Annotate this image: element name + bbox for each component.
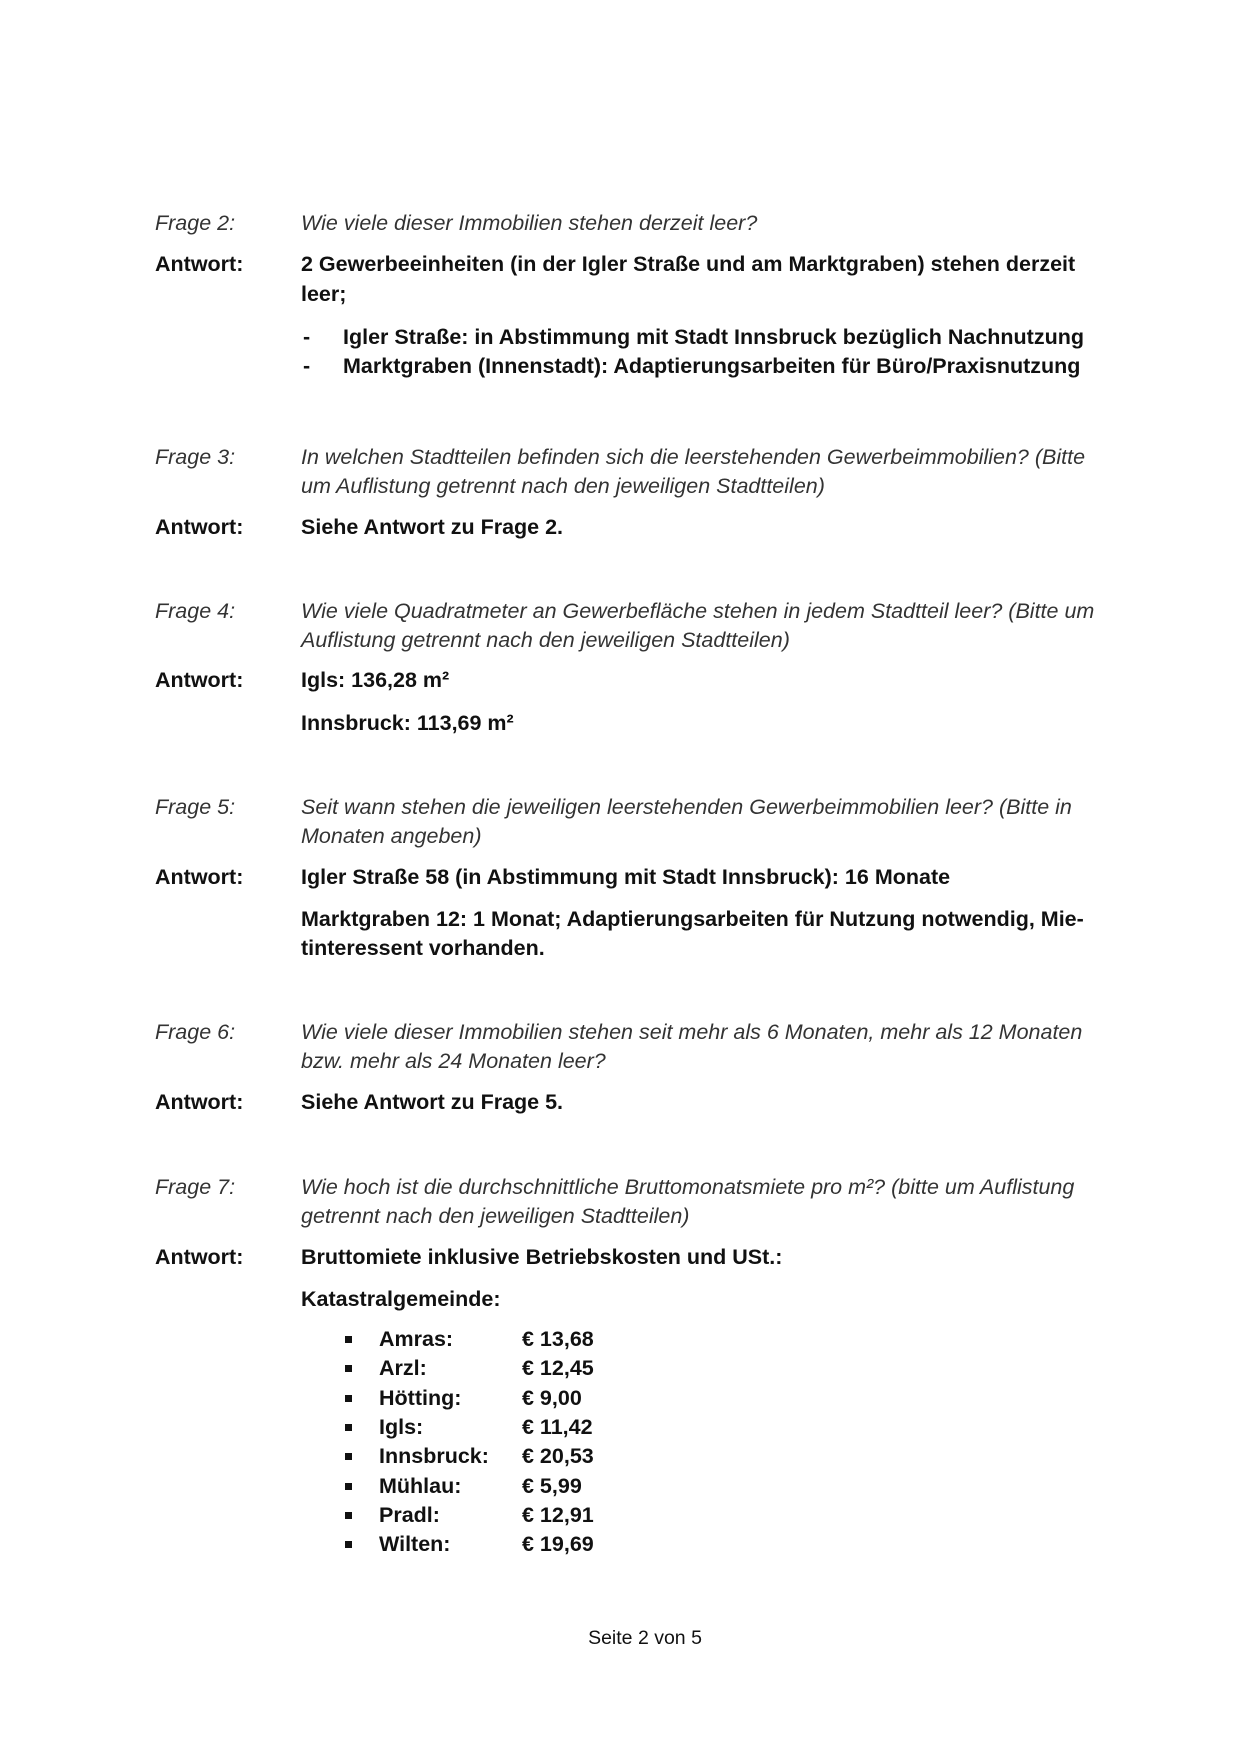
dash-bullet-icon: - bbox=[303, 354, 311, 378]
question-text: um Auflistung getrennt nach den jeweiligen Stadtteilen) bbox=[301, 474, 825, 498]
question-text: In welchen Stadtteilen befinden sich die leerstehenden Gewerbeimmobilien? (Bitte bbox=[301, 445, 1086, 469]
rent-value: € 13,68 bbox=[522, 1327, 594, 1351]
answer-text: leer; bbox=[301, 282, 347, 306]
square-bullet-icon bbox=[345, 1453, 352, 1460]
question-label: Frage 4: bbox=[155, 599, 236, 623]
question-label: Frage 2: bbox=[155, 211, 236, 235]
district-name: Innsbruck: bbox=[379, 1444, 489, 1469]
rent-value: € 9,00 bbox=[522, 1385, 582, 1410]
rent-value: € 12,45 bbox=[522, 1356, 594, 1381]
answer-text: Marktgraben 12: 1 Monat; Adaptierungsarbeiten für Nutzung notwendig, Mie- bbox=[301, 907, 1084, 931]
question-label: Frage 6: bbox=[155, 1020, 236, 1044]
dash-bullet-icon: - bbox=[303, 325, 311, 349]
answer-text: Katastralgemeinde: bbox=[301, 1287, 501, 1311]
square-bullet-icon bbox=[345, 1424, 352, 1431]
question-text: Wie viele Quadratmeter an Gewerbefläche stehen in jedem Stadtteil leer? (Bitte um bbox=[301, 599, 1095, 623]
square-bullet-icon bbox=[345, 1541, 352, 1548]
district-name: Wilten: bbox=[379, 1532, 451, 1557]
answer-label: Antwort: bbox=[155, 1090, 244, 1114]
question-text: Wie hoch ist die durchschnittliche Bruttomonatsmiete pro m²? (bitte um Auflistung bbox=[301, 1175, 1075, 1199]
question-text: Seit wann stehen die jeweiligen leerstehenden Gewerbeimmobilien leer? (Bitte in bbox=[301, 795, 1072, 819]
answer-text: 2 Gewerbeeinheiten (in der Igler Straße und am Marktgraben) stehen derzeit bbox=[301, 252, 1076, 276]
rent-value: € 11,42 bbox=[522, 1414, 593, 1439]
square-bullet-icon bbox=[345, 1512, 352, 1519]
bullet-text: Marktgraben (Innenstadt): Adaptierungsarbeiten für Büro/Praxisnutzung bbox=[343, 354, 1081, 378]
question-text: Auflistung getrennt nach den jeweiligen Stadtteilen) bbox=[301, 628, 790, 652]
district-name: Arzl: bbox=[379, 1356, 427, 1381]
answer-label: Antwort: bbox=[155, 865, 244, 889]
square-bullet-icon bbox=[345, 1365, 352, 1372]
answer-label: Antwort: bbox=[155, 1245, 244, 1269]
question-text: Monaten angeben) bbox=[301, 824, 482, 848]
answer-text: Igler Straße 58 (in Abstimmung mit Stadt Innsbruck): 16 Monate bbox=[301, 865, 951, 889]
question-text: getrennt nach den jeweiligen Stadtteilen) bbox=[301, 1204, 690, 1228]
rent-value: € 20,53 bbox=[522, 1444, 594, 1469]
answer-text: Bruttomiete inklusive Betriebskosten und USt.: bbox=[301, 1245, 783, 1269]
district-name: Amras: bbox=[379, 1327, 454, 1351]
question-text: bzw. mehr als 24 Monaten leer? bbox=[301, 1049, 606, 1073]
question-label: Frage 3: bbox=[155, 445, 236, 469]
answer-text: Innsbruck: 113,69 m² bbox=[301, 711, 514, 735]
rent-value: € 19,69 bbox=[522, 1532, 594, 1557]
district-name: Mühlau: bbox=[379, 1473, 462, 1498]
square-bullet-icon bbox=[345, 1483, 352, 1490]
question-label: Frage 7: bbox=[155, 1175, 236, 1199]
answer-label: Antwort: bbox=[155, 252, 244, 276]
rent-value: € 12,91 bbox=[522, 1502, 594, 1527]
page-number: Seite 2 von 5 bbox=[588, 1627, 702, 1649]
answer-label: Antwort: bbox=[155, 668, 244, 692]
district-name: Hötting: bbox=[379, 1385, 462, 1410]
rent-value: € 5,99 bbox=[522, 1473, 582, 1498]
bullet-text: Igler Straße: in Abstimmung mit Stadt Innsbruck bezüglich Nachnutzung bbox=[343, 325, 1084, 349]
question-text: Wie viele dieser Immobilien stehen derzeit leer? bbox=[301, 211, 758, 235]
square-bullet-icon bbox=[345, 1336, 352, 1343]
answer-text: tinteressent vorhanden. bbox=[301, 936, 545, 960]
question-label: Frage 5: bbox=[155, 795, 236, 819]
answer-text: Siehe Antwort zu Frage 2. bbox=[301, 515, 564, 539]
question-text: Wie viele dieser Immobilien stehen seit mehr als 6 Monaten, mehr als 12 Monaten bbox=[301, 1020, 1083, 1044]
answer-text: Igls: 136,28 m² bbox=[301, 668, 450, 692]
answer-text: Siehe Antwort zu Frage 5. bbox=[301, 1090, 564, 1114]
answer-label: Antwort: bbox=[155, 515, 244, 539]
square-bullet-icon bbox=[345, 1395, 352, 1402]
district-name: Pradl: bbox=[379, 1502, 440, 1527]
district-name: Igls: bbox=[379, 1414, 424, 1439]
